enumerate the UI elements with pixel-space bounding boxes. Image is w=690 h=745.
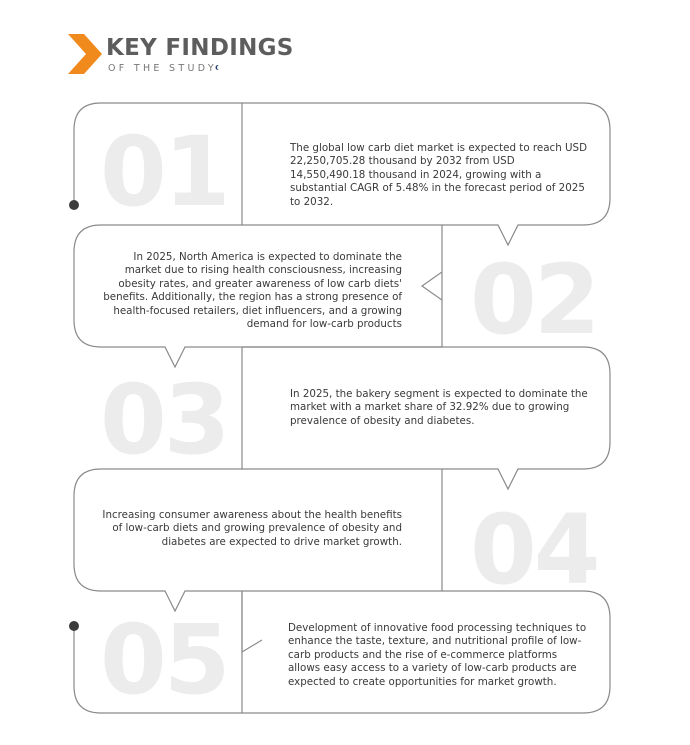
- finding-number: 04: [470, 494, 598, 606]
- finding-text: In 2025, North America is expected to dominate the market due to rising health consciousness, increasing obesity rates, and greater awareness of low carb diets' benefits. Additionally, the region has a strong presence of health-focused retailers, diet influencers, and a growing demand for low-carb products: [103, 251, 402, 331]
- finding-number: 02: [470, 244, 598, 356]
- timeline-dot-icon: [69, 200, 79, 210]
- finding-number: 01: [100, 116, 228, 228]
- finding-text: In 2025, the bakery segment is expected to dominate the market with a market share of 32.92% due to growing prevalence of obesity and diabetes.: [290, 388, 588, 427]
- timeline-dot-icon: [69, 621, 79, 631]
- finding-text: The global low carb diet market is expected to reach USD 22,250,705.28 thousand by 2032 from USD 14,550,490.18 thousand in 2024, growing with a substantial CAGR of 5.48% in the forecast period of 2025 to 2032.: [290, 142, 588, 208]
- finding-number: 05: [100, 604, 228, 716]
- finding-text: Development of innovative food processing techniques to enhance the taste, texture, and nutritional profile of low-carb products and the rise of e-commerce platforms allows easy access to a variety of low-carb products are expected to create opportunities for market growth.: [288, 622, 587, 688]
- finding-number: 03: [100, 364, 228, 476]
- page-title: KEY FINDINGS: [106, 35, 294, 61]
- finding-text: Increasing consumer awareness about the health benefits of low-carb diets and growing prevalence of obesity and diabetes are expected to drive market growth.: [102, 509, 402, 548]
- page-subtitle: OF THE STUDY: [108, 63, 217, 74]
